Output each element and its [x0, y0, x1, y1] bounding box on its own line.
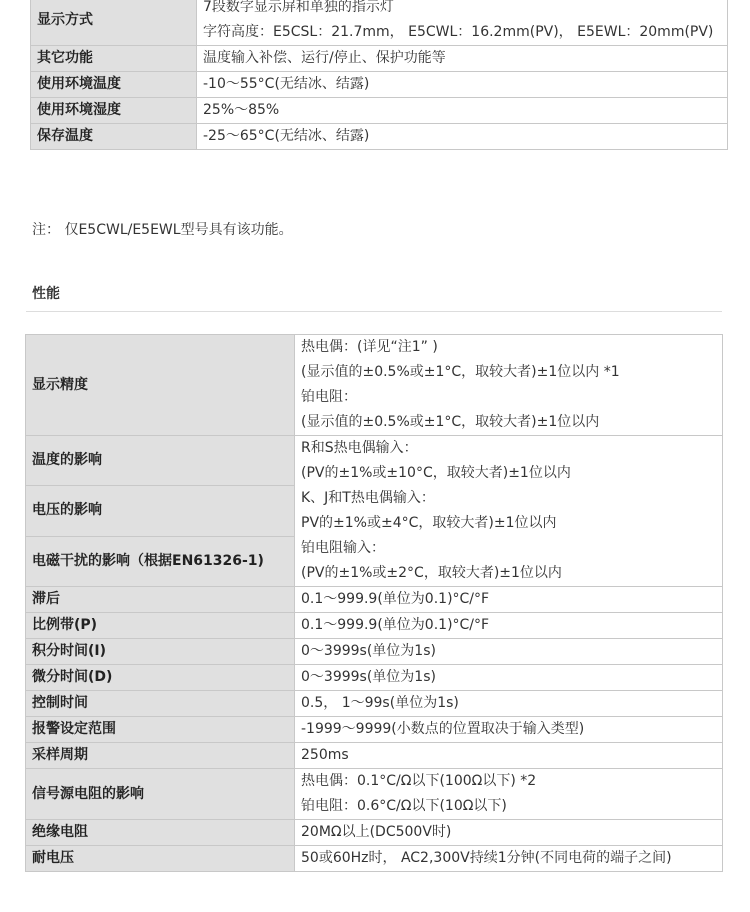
value-line: 热电偶：(详见“注1” )	[301, 339, 438, 355]
row-value	[197, 0, 728, 46]
value-line: 250ms	[301, 747, 349, 763]
spec-table	[30, 0, 728, 150]
table-row	[26, 665, 723, 691]
row-value	[197, 124, 728, 150]
row-label: 积分时间(I)	[26, 639, 295, 665]
table-row	[31, 72, 728, 98]
row-value	[295, 613, 723, 639]
row-label: 控制时间	[26, 691, 295, 717]
value-line: 字符高度：E5CSL：21.7mm， E5CWL：16.2mm(PV)， E5EWL：20mm(PV)	[203, 24, 714, 40]
row-value	[295, 743, 723, 769]
row-value	[295, 639, 723, 665]
value-line: 25%～85%	[203, 102, 280, 118]
table-row	[26, 846, 723, 872]
row-label: 显示精度	[26, 335, 295, 436]
row-label: 比例带(P)	[26, 613, 295, 639]
table-row	[31, 0, 728, 46]
table-row	[26, 743, 723, 769]
table-row	[26, 769, 723, 820]
row-label: 微分时间(D)	[26, 665, 295, 691]
row-label: 报警设定范围	[26, 717, 295, 743]
table-row	[31, 46, 728, 72]
value-line: 0.5， 1～99s(单位为1s)	[301, 695, 459, 711]
value-line: 0.1～999.9(单位为0.1)°C/°F	[301, 591, 490, 607]
row-label: 电磁干扰的影响（根据EN61326-1)	[26, 536, 295, 586]
value-line: 50或60Hz时， AC2,300V持续1分钟(不同电荷的端子之间)	[301, 850, 672, 866]
row-value	[197, 72, 728, 98]
row-value	[295, 820, 723, 846]
row-label: 采样周期	[26, 743, 295, 769]
value-line: 铂电阻：	[301, 389, 357, 405]
footnote: 注： 仅E5CWL/E5EWL型号具有该功能。	[32, 222, 293, 238]
value-line: PV的±1%或±4°C，取较大者)±1位以内	[301, 515, 557, 531]
influence-value	[295, 436, 723, 587]
value-line: 温度输入补偿、运行/停止、保护功能等	[203, 50, 446, 66]
value-line: K、J和T热电偶输入：	[301, 490, 435, 506]
value-line: (显示值的±0.5%或±1°C，取较大者)±1位以内	[301, 414, 600, 430]
table-row	[31, 98, 728, 124]
value-line: 7段数字显示屏和单独的指示灯	[203, 0, 394, 15]
row-value	[295, 691, 723, 717]
value-line: 0～3999s(单位为1s)	[301, 669, 436, 685]
row-value	[295, 665, 723, 691]
row-value	[197, 46, 728, 72]
row-value	[295, 587, 723, 613]
value-line: -25～65°C(无结冰、结露)	[203, 128, 370, 144]
value-line: 20MΩ以上(DC500V时)	[301, 824, 452, 840]
value-line: (PV的±1%或±2°C，取较大者)±1位以内	[301, 565, 562, 581]
value-line: -10～55°C(无结冰、结露)	[203, 76, 370, 92]
table-row	[26, 717, 723, 743]
row-label: 使用环境湿度	[31, 98, 197, 124]
row-label: 使用环境温度	[31, 72, 197, 98]
section-title: 性能	[32, 286, 60, 302]
value-line: -1999～9999(小数点的位置取决于输入类型)	[301, 721, 585, 737]
table-row	[26, 639, 723, 665]
section-divider	[26, 311, 722, 312]
value-line: 铂电阻输入：	[301, 540, 385, 556]
row-value	[197, 98, 728, 124]
table-row	[31, 124, 728, 150]
row-label: 显示方式	[31, 0, 197, 46]
value-line: 铂电阻：0.6°C/Ω以下(10Ω以下)	[301, 798, 507, 814]
row-value	[295, 717, 723, 743]
table-row	[26, 335, 723, 436]
row-label: 绝缘电阻	[26, 820, 295, 846]
value-line: R和S热电偶输入：	[301, 440, 418, 456]
value-line: 0.1～999.9(单位为0.1)°C/°F	[301, 617, 490, 633]
row-value	[295, 846, 723, 872]
row-value	[295, 769, 723, 820]
value-line: 热电偶：0.1°C/Ω以下(100Ω以下) *2	[301, 773, 537, 789]
row-label: 滞后	[26, 587, 295, 613]
row-label: 温度的影响	[26, 436, 295, 486]
row-label: 信号源电阻的影响	[26, 769, 295, 820]
table-row	[26, 587, 723, 613]
row-label: 保存温度	[31, 124, 197, 150]
table-row	[26, 613, 723, 639]
table-row	[26, 820, 723, 846]
row-label: 其它功能	[31, 46, 197, 72]
row-label: 耐电压	[26, 846, 295, 872]
value-line: (显示值的±0.5%或±1°C，取较大者)±1位以内 *1	[301, 364, 620, 380]
row-label: 电压的影响	[26, 486, 295, 536]
performance-table	[25, 334, 723, 872]
table-row	[26, 436, 723, 486]
table-row	[26, 691, 723, 717]
value-line: (PV的±1%或±10°C，取较大者)±1位以内	[301, 465, 571, 481]
row-value	[295, 335, 723, 436]
value-line: 0～3999s(单位为1s)	[301, 643, 436, 659]
